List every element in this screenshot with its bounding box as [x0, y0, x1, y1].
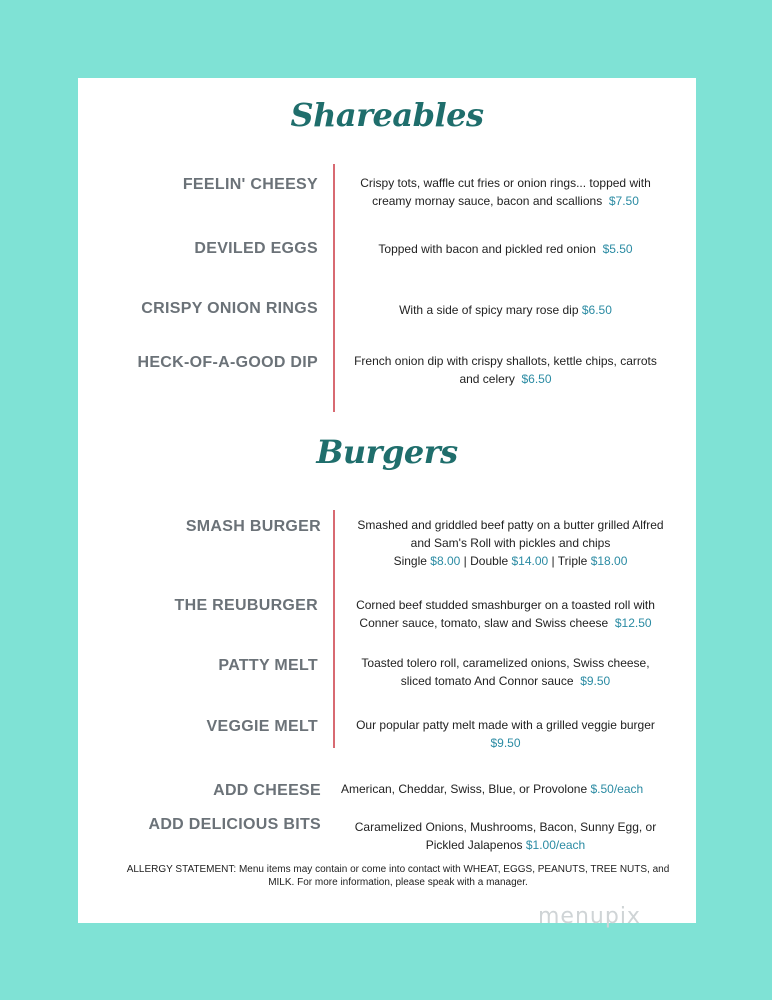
addon-name-add-cheese: ADD CHEESE [213, 782, 321, 799]
item-name-heck-of-a-good-dip: HECK-OF-A-GOOD DIP [137, 354, 318, 371]
item-price: $9.50 [580, 674, 611, 688]
item-price: $9.50 [490, 736, 521, 750]
addon-desc-add-cheese: American, Cheddar, Swiss, Blue, or Provolone $.50/each [341, 782, 644, 796]
item-desc-deviled-eggs: Topped with bacon and pickled red onion $5.50 [378, 242, 633, 256]
shareables-divider [333, 164, 335, 412]
section-title-burgers: Burgers [316, 433, 458, 471]
item-price: $5.50 [602, 242, 633, 256]
allergy-statement: ALLERGY STATEMENT: Menu items may contain or come into contact with WHEAT, EGGS, PEANUTS, TREE NUTS, and MILK. For more information, please speak with a manager. [126, 864, 670, 888]
item-name-feelin-cheesy: FEELIN' CHEESY [182, 176, 318, 193]
item-name-crispy-onion-rings: CRISPY ONION RINGS [141, 300, 318, 317]
item-name-patty-melt: PATTY MELT [218, 657, 318, 674]
item-price: $12.50 [614, 616, 652, 630]
item-desc-crispy-onion-rings: With a side of spicy mary rose dip $6.50 [399, 303, 612, 317]
menu-page [78, 78, 696, 929]
price-double: $14.00 [511, 554, 549, 568]
item-name-the-reuburger: THE REUBURGER [174, 597, 318, 614]
price-single: $8.00 [430, 554, 461, 568]
burgers-divider [333, 510, 335, 748]
item-name-deviled-eggs: DEVILED EGGS [194, 240, 318, 257]
item-desc-feelin-cheesy: Crispy tots, waffle cut fries or onion rings... topped with creamy mornay sauce, bacon and scallions $7.50 [360, 176, 651, 208]
section-title-shareables: Shareables [290, 96, 484, 134]
item-desc-heck-of-a-good-dip: French onion dip with crispy shallots, kettle chips, carrots and celery $6.50 [354, 354, 657, 386]
addon-name-add-delicious-bits: ADD DELICIOUS BITS [148, 816, 321, 833]
addon-desc-add-delicious-bits: Caramelized Onions, Mushrooms, Bacon, Sunny Egg, or Pickled Jalapenos $1.00/each [354, 820, 657, 852]
price-triple: $18.00 [590, 554, 628, 568]
item-desc-veggie-melt: Our popular patty melt made with a grilled veggie burger $9.50 [343, 716, 668, 752]
watermark-logo: menupix [538, 904, 641, 929]
item-desc-patty-melt: Toasted tolero roll, caramelized onions, Swiss cheese, sliced tomato And Connor sauce $9.50 [361, 656, 650, 688]
item-name-veggie-melt: VEGGIE MELT [206, 718, 318, 735]
item-price: $1.00/each [525, 838, 586, 852]
item-desc-the-reuburger: Corned beef studded smashburger on a toasted roll with Conner sauce, tomato, slaw and Swiss cheese $12.50 [356, 598, 655, 630]
item-price: $7.50 [608, 194, 639, 208]
item-desc-smash-burger: Smashed and griddled beef patty on a butter grilled Alfred and Sam's Roll with pickles and chips Single $8.00 | Double $14.00 | Triple $18.00 [357, 518, 664, 568]
item-name-smash-burger: SMASH BURGER [185, 518, 321, 535]
item-price: $6.50 [581, 303, 612, 317]
item-price: $.50/each [590, 782, 644, 796]
item-price: $6.50 [521, 372, 552, 386]
